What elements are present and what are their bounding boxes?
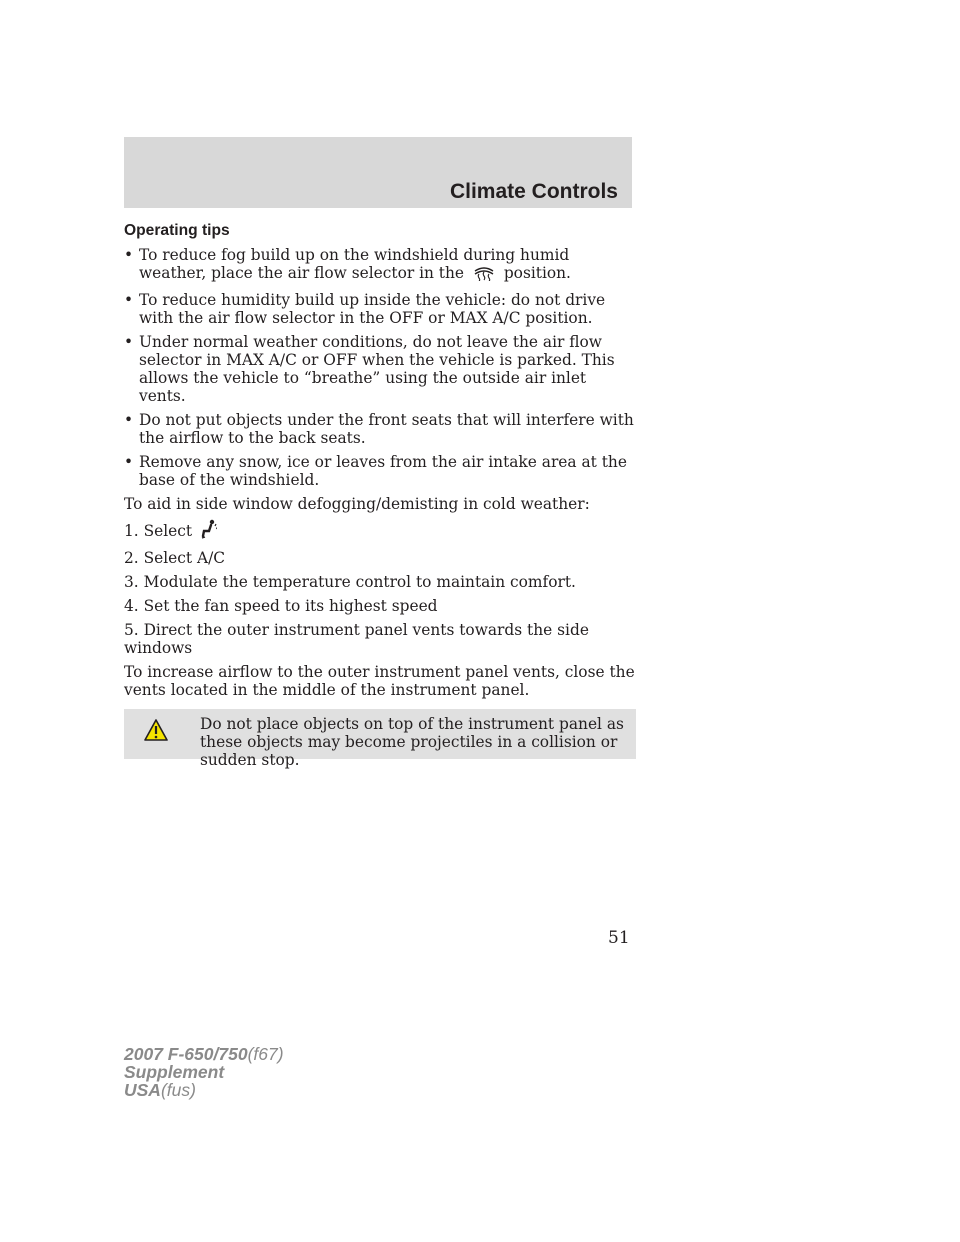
bullet-item <box>124 453 636 489</box>
bullet-dot: • <box>124 411 134 429</box>
warning-box <box>124 709 636 769</box>
step-item: 5. Direct the outer instrument panel vents towards the side windows <box>124 621 589 657</box>
section-title: Climate Controls <box>449 180 618 203</box>
defrost-icon <box>473 265 495 285</box>
bullet-dot: • <box>124 333 134 351</box>
warning-triangle-icon <box>144 719 168 745</box>
warning-text: Do not place objects on top of the instrument panel as these objects may become projectiles in a collision or sudden stop. <box>200 715 624 769</box>
bullet-text-after: position. <box>503 264 571 282</box>
step-item: 2. Select A/C <box>124 549 226 567</box>
defog-intro: To aid in side window defogging/demisting in cold weather: <box>124 495 590 513</box>
step-item <box>124 519 636 543</box>
document-footer <box>124 1045 284 1099</box>
page-content <box>124 222 636 769</box>
footer-model-code: (f67) <box>247 1044 284 1064</box>
bullet-dot: • <box>124 453 134 471</box>
footer-market-code: (fus) <box>160 1080 196 1100</box>
footer-market: USA <box>124 1080 161 1100</box>
bullet-dot: • <box>124 291 134 309</box>
step-text: 1. Select <box>124 522 193 540</box>
footer-model: 2007 F-650/750 <box>124 1044 248 1064</box>
bullet-text: Do not put objects under the front seats that will interfere with the airflow to the back seats. <box>139 411 634 447</box>
bullet-item <box>124 411 636 447</box>
closing-paragraph: To increase airflow to the outer instrument panel vents, close the vents located in the middle of the instrument panel. <box>124 663 635 699</box>
bullet-dot: • <box>124 246 134 264</box>
bullet-text: Under normal weather conditions, do not leave the air flow selector in MAX A/C or OFF when the vehicle is parked. This allows the vehicle to “breathe” using the outside air inlet vents. <box>139 333 615 405</box>
page-number: 51 <box>608 928 630 948</box>
section-header-band <box>124 137 632 208</box>
bullet-text: To reduce humidity build up inside the vehicle: do not drive with the air flow selector in the OFF or MAX A/C position. <box>139 291 606 327</box>
footer-doc-type: Supplement <box>124 1062 225 1082</box>
step-item: 3. Modulate the temperature control to maintain comfort. <box>124 573 576 591</box>
footer-market-line <box>124 1081 284 1099</box>
floor-defrost-icon <box>201 519 217 543</box>
bullet-item <box>124 246 636 285</box>
bullet-item <box>124 291 636 327</box>
bullet-text: To reduce fog build up on the windshield during humid weather, place the air flow selector in the <box>139 246 570 282</box>
bullet-item <box>124 333 636 405</box>
footer-model-line <box>124 1045 284 1063</box>
section-heading: Operating tips <box>124 222 230 239</box>
step-item: 4. Set the fan speed to its highest speed <box>124 597 438 615</box>
bullet-text: Remove any snow, ice or leaves from the air intake area at the base of the windshield. <box>139 453 627 489</box>
